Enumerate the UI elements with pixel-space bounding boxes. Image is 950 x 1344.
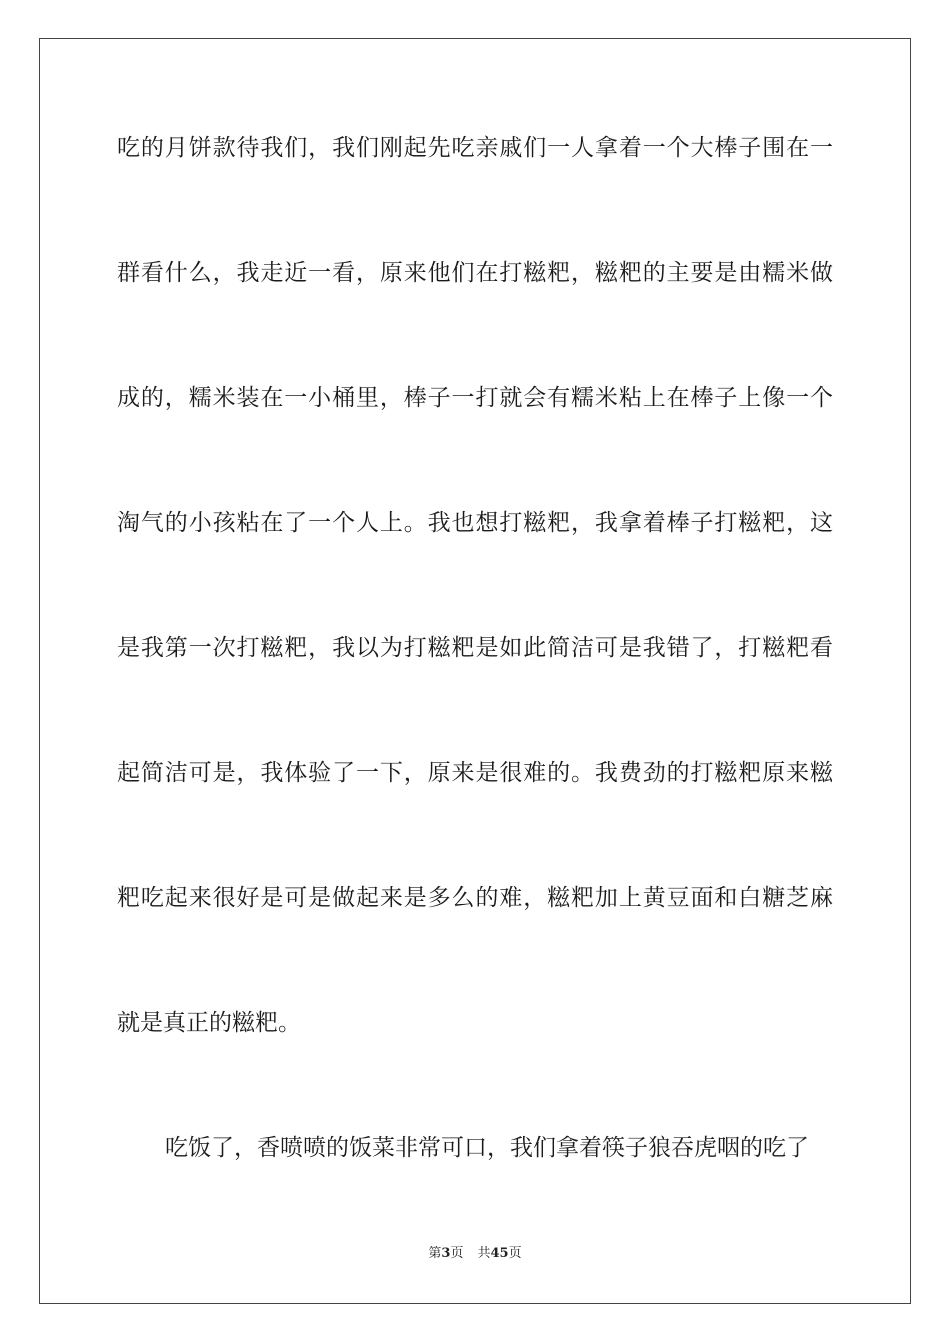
footer-total-pages: 45	[490, 1246, 509, 1261]
paragraph-line-7: 粑吃起来很好是可是做起来是多么的难，糍粑加上黄豆面和白糖芝麻	[117, 885, 833, 911]
footer-page-suffix: 页	[450, 1246, 464, 1261]
footer-total-suffix: 页	[508, 1246, 522, 1261]
paragraph-line-6: 起简洁可是，我体验了一下，原来是很难的。我费劲的打糍粑原来糍	[117, 760, 833, 786]
paragraph-line-5: 是我第一次打糍粑，我以为打糍粑是如此简洁可是我错了，打糍粑看	[117, 635, 833, 661]
footer-page-prefix: 第	[428, 1246, 442, 1261]
paragraph-line-2: 群看什么，我走近一看，原来他们在打糍粑，糍粑的主要是由糯米做	[117, 260, 833, 286]
page-border	[39, 38, 911, 1304]
page-footer	[0, 1245, 950, 1263]
paragraph-line-8: 就是真正的糍粑。	[117, 1010, 301, 1036]
footer-page-number: 3	[441, 1246, 451, 1261]
paragraph-line-3: 成的，糯米装在一小桶里，棒子一打就会有糯米粘上在棒子上像一个	[117, 385, 833, 411]
paragraph-line-1: 吃的月饼款待我们，我们刚起先吃亲戚们一人拿着一个大棒子围在一	[117, 135, 833, 161]
paragraph-line-9: 吃饭了，香喷喷的饭菜非常可口，我们拿着筷子狼吞虎咽的吃了	[165, 1135, 809, 1161]
paragraph-line-4: 淘气的小孩粘在了一个人上。我也想打糍粑，我拿着棒子打糍粑，这	[117, 510, 833, 536]
footer-total-prefix: 共	[477, 1246, 491, 1261]
